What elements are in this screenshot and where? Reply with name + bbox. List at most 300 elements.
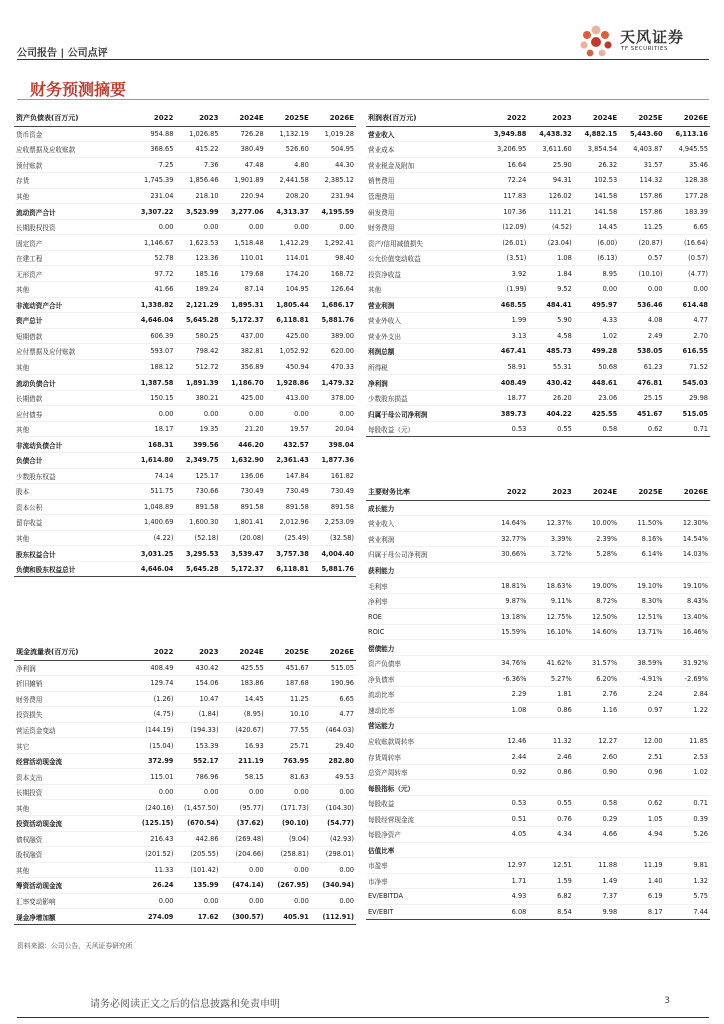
cell-value: 408.49 xyxy=(130,660,175,676)
cell-value: 14.45 xyxy=(574,219,619,235)
table-row xyxy=(14,406,356,422)
table-row xyxy=(366,297,710,313)
year-header: 2024E xyxy=(221,110,266,126)
cell-value: 14.54% xyxy=(665,531,710,547)
cell-value: 6.08 xyxy=(483,904,528,920)
cell-value xyxy=(574,718,619,734)
cell-value: 12.51% xyxy=(619,609,664,625)
cell-value: 141.58 xyxy=(574,204,619,220)
cell-value: 1,856.46 xyxy=(175,173,220,189)
table-row xyxy=(14,173,356,189)
row-label: 归属于母公司净利润 xyxy=(366,406,483,422)
cell-value: (10.10) xyxy=(619,266,664,282)
cell-value: 3.13 xyxy=(483,328,528,344)
cell-value xyxy=(483,780,528,796)
cell-value: 81.63 xyxy=(266,769,311,785)
table-row xyxy=(14,769,356,785)
cell-value: 437.00 xyxy=(221,328,266,344)
table-row xyxy=(14,515,356,531)
cell-value: 211.19 xyxy=(221,753,266,769)
cell-value: 0.00 xyxy=(175,893,220,909)
table-header-row xyxy=(366,110,710,126)
cell-value: 450.94 xyxy=(266,359,311,375)
row-label: 资本公积 xyxy=(14,499,130,515)
cell-value: 135.99 xyxy=(175,878,220,894)
table-title: 主要财务比率 xyxy=(366,484,483,500)
cell-value: 30.66% xyxy=(483,547,528,563)
cell-value: 231.04 xyxy=(130,188,175,204)
cell-value: 0.76 xyxy=(528,811,573,827)
cell-value: 504.95 xyxy=(311,142,356,158)
cell-value: 0.86 xyxy=(528,702,573,718)
cell-value: 23.06 xyxy=(574,390,619,406)
row-label: 投资活动现金流 xyxy=(14,815,130,831)
cell-value: 1,877.36 xyxy=(311,452,356,468)
cell-value: (25.49) xyxy=(266,530,311,546)
table-row xyxy=(14,328,356,344)
cell-value: 189.24 xyxy=(175,281,220,297)
cell-value: 14.64% xyxy=(483,516,528,532)
cell-value: 0.58 xyxy=(574,421,619,437)
table-row xyxy=(366,157,710,173)
cell-value: 16.64 xyxy=(483,157,528,173)
cell-value: 2,012.96 xyxy=(266,515,311,531)
table-row xyxy=(14,815,356,831)
cell-value: 0.00 xyxy=(311,784,356,800)
table-row xyxy=(366,687,710,703)
cell-value: 0.00 xyxy=(311,406,356,422)
cell-value: 2.39% xyxy=(574,531,619,547)
cell-value: 2.84 xyxy=(665,687,710,703)
cell-value: 891.58 xyxy=(266,499,311,515)
cell-value: (54.77) xyxy=(311,815,356,831)
cell-value: 61.23 xyxy=(619,359,664,375)
cell-value: 1,632.90 xyxy=(221,452,266,468)
cell-value xyxy=(574,500,619,516)
cell-value: 356.89 xyxy=(221,359,266,375)
row-label: 公允价值变动收益 xyxy=(366,250,483,266)
cell-value: 1,801.41 xyxy=(221,515,266,531)
cell-value: 3,206.95 xyxy=(483,142,528,158)
cell-value: 9.87% xyxy=(483,593,528,609)
row-label: 净利率 xyxy=(366,593,483,609)
cell-value: (194.33) xyxy=(175,722,220,738)
table-row xyxy=(14,468,356,484)
table-row xyxy=(14,499,356,515)
cell-value: 425.00 xyxy=(221,390,266,406)
cell-value xyxy=(665,842,710,858)
cell-value: 0.58 xyxy=(574,795,619,811)
cell-value: 102.53 xyxy=(574,173,619,189)
cell-value: 0.57 xyxy=(619,250,664,266)
cell-value: 49.53 xyxy=(311,769,356,785)
table-row xyxy=(366,250,710,266)
row-label: 成长能力 xyxy=(366,500,483,516)
row-label: 每股收益 xyxy=(366,795,483,811)
row-label: 债权融资 xyxy=(14,831,130,847)
cell-value: 552.17 xyxy=(175,753,220,769)
cell-value xyxy=(528,780,573,796)
cell-value: 0.00 xyxy=(130,219,175,235)
row-label: 其他 xyxy=(366,281,483,297)
cell-value: 1.99 xyxy=(483,313,528,329)
cell-value: 4.80 xyxy=(266,157,311,173)
cell-value: 25.15 xyxy=(619,390,664,406)
cell-value: 368.65 xyxy=(130,142,175,158)
cell-value: 0.39 xyxy=(665,811,710,827)
cell-value: 9.98 xyxy=(574,904,619,920)
row-label: 偿债能力 xyxy=(366,640,483,656)
cell-value: 11.19 xyxy=(619,858,664,874)
row-label: 营业利润 xyxy=(366,297,483,313)
cell-value: 1,146.67 xyxy=(130,235,175,251)
row-label: 长期借款 xyxy=(14,390,130,406)
cell-value: 8.43% xyxy=(665,593,710,609)
row-label: 市净率 xyxy=(366,873,483,889)
cell-value: 10.00% xyxy=(574,516,619,532)
row-label: 其他 xyxy=(14,359,130,375)
row-label: 投资损失 xyxy=(14,707,130,723)
cell-value: 0.53 xyxy=(483,421,528,437)
year-header: 2023 xyxy=(528,484,573,500)
year-header: 2026E xyxy=(665,110,710,126)
row-label: 获利能力 xyxy=(366,562,483,578)
cell-value: 58.91 xyxy=(483,359,528,375)
cell-value: 4,195.59 xyxy=(311,204,356,220)
cell-value: (269.48) xyxy=(221,831,266,847)
row-label: 营业收入 xyxy=(366,516,483,532)
cell-value: 12.50% xyxy=(574,609,619,625)
disclaimer: 请务必阅读正文之后的信息披露和免责申明 xyxy=(90,999,280,1010)
company-logo xyxy=(566,22,706,62)
cell-value: 6.65 xyxy=(311,691,356,707)
cell-value: 11.33 xyxy=(130,862,175,878)
cell-value: 0.55 xyxy=(528,421,573,437)
table-row xyxy=(14,297,356,313)
cell-value: 8.95 xyxy=(574,266,619,282)
row-label: 其他 xyxy=(14,421,130,437)
cell-value: (1.99) xyxy=(483,281,528,297)
cell-value: 125.17 xyxy=(175,468,220,484)
cell-value: 150.15 xyxy=(130,390,175,406)
cell-value: 10.47 xyxy=(175,691,220,707)
cell-value: 5,443.60 xyxy=(619,126,664,142)
year-header: 2026E xyxy=(665,484,710,500)
cell-value: 161.82 xyxy=(311,468,356,484)
year-header: 2026E xyxy=(311,110,356,126)
cell-value: 798.42 xyxy=(175,344,220,360)
table-row xyxy=(14,359,356,375)
table-row xyxy=(366,733,710,749)
cell-value: (104.30) xyxy=(311,800,356,816)
row-label: 资产负债率 xyxy=(366,655,483,671)
cell-value: 4.33 xyxy=(574,313,619,329)
cell-value: 891.58 xyxy=(221,499,266,515)
cell-value: 129.74 xyxy=(130,676,175,692)
row-label: 股权融资 xyxy=(14,847,130,863)
row-label: 应付债券 xyxy=(14,406,130,422)
table-row xyxy=(14,831,356,847)
table-row xyxy=(14,219,356,235)
cell-value: 117.83 xyxy=(483,188,528,204)
row-label: 资产/信用减值损失 xyxy=(366,235,483,251)
table-row xyxy=(366,142,710,158)
cell-value: 115.01 xyxy=(130,769,175,785)
cell-value: 2,349.75 xyxy=(175,452,220,468)
row-label: 市盈率 xyxy=(366,858,483,874)
cell-value: 4.77 xyxy=(311,707,356,723)
cell-value: 1.81 xyxy=(528,687,573,703)
row-label: 每股收益（元） xyxy=(366,421,483,437)
row-label: 净负债率 xyxy=(366,671,483,687)
cell-value: 0.00 xyxy=(175,784,220,800)
cell-value: 0.90 xyxy=(574,764,619,780)
cell-value: 3,949.88 xyxy=(483,126,528,142)
cell-value: 29.40 xyxy=(311,738,356,754)
table-row xyxy=(14,909,356,925)
table-row xyxy=(366,578,710,594)
cell-value: (4.77) xyxy=(665,266,710,282)
cell-value xyxy=(665,780,710,796)
cell-value: (4.22) xyxy=(130,530,175,546)
cell-value: 4,646.04 xyxy=(130,561,175,577)
table-row xyxy=(366,173,710,189)
table-row xyxy=(14,204,356,220)
cell-value: 1.84 xyxy=(528,266,573,282)
year-header: 2024E xyxy=(574,484,619,500)
cell-value: (9.04) xyxy=(266,831,311,847)
cell-value: 14.60% xyxy=(574,624,619,640)
table-row xyxy=(366,826,710,842)
cell-value: 432.57 xyxy=(266,437,311,453)
table-row xyxy=(366,516,710,532)
row-label: 资本支出 xyxy=(14,769,130,785)
table-row xyxy=(366,204,710,220)
cell-value: 12.97 xyxy=(483,858,528,874)
footer-rule xyxy=(17,1017,709,1018)
cell-value: 14.45 xyxy=(221,691,266,707)
cell-value: (16.64) xyxy=(665,235,710,251)
cell-value: (300.57) xyxy=(221,909,266,925)
cell-value: 430.42 xyxy=(175,660,220,676)
cell-value: 515.05 xyxy=(665,406,710,422)
cell-value: 1.22 xyxy=(665,702,710,718)
cell-value: 3,854.54 xyxy=(574,142,619,158)
cell-value xyxy=(665,500,710,516)
row-label: ROIC xyxy=(366,624,483,640)
cell-value: 425.00 xyxy=(266,328,311,344)
cell-value: 32.77% xyxy=(483,531,528,547)
cell-value: 177.28 xyxy=(665,188,710,204)
row-label: EV/EBITDA xyxy=(366,889,483,905)
row-label: 所得税 xyxy=(366,359,483,375)
cell-value: 4.05 xyxy=(483,826,528,842)
cell-value: 1,891.39 xyxy=(175,375,220,391)
cell-value: 0.00 xyxy=(266,862,311,878)
cell-value: 0.00 xyxy=(266,219,311,235)
cell-value: (1.26) xyxy=(130,691,175,707)
row-label: 流动负债合计 xyxy=(14,375,130,391)
table-row xyxy=(366,655,710,671)
cell-value: 413.00 xyxy=(266,390,311,406)
cell-value: 147.84 xyxy=(266,468,311,484)
cell-value: 13.40% xyxy=(665,609,710,625)
cell-value: 41.62% xyxy=(528,655,573,671)
cell-value: 0.00 xyxy=(266,784,311,800)
cell-value: 12.30% xyxy=(665,516,710,532)
cell-value: 6.14% xyxy=(619,547,664,563)
row-label: 其他 xyxy=(14,530,130,546)
cell-value: 18.63% xyxy=(528,578,573,594)
cell-value: 25.90 xyxy=(528,157,573,173)
row-label: 研发费用 xyxy=(366,204,483,220)
year-header: 2022 xyxy=(130,644,175,660)
table-row xyxy=(366,842,710,858)
table-row xyxy=(366,764,710,780)
cell-value: 0.00 xyxy=(311,219,356,235)
table-row xyxy=(366,811,710,827)
cell-value: 190.96 xyxy=(311,676,356,692)
cell-value: 1.08 xyxy=(528,250,573,266)
cell-value: 35.46 xyxy=(665,157,710,173)
cell-value: 11.32 xyxy=(528,733,573,749)
table-row xyxy=(366,266,710,282)
cell-value: 11.85 xyxy=(665,733,710,749)
cell-value: (4.52) xyxy=(528,219,573,235)
table-row xyxy=(14,421,356,437)
cell-value: 110.01 xyxy=(221,250,266,266)
cell-value: 468.55 xyxy=(483,297,528,313)
row-label: 存货周转率 xyxy=(366,749,483,765)
cell-value: 9.11% xyxy=(528,593,573,609)
cell-value: (1.84) xyxy=(175,707,220,723)
cell-value: 16.93 xyxy=(221,738,266,754)
cell-value xyxy=(528,842,573,858)
cell-value: 183.39 xyxy=(665,204,710,220)
logo-chinese-name: 天风证券 xyxy=(620,28,685,46)
cell-value: 15.59% xyxy=(483,624,528,640)
row-label: 管理费用 xyxy=(366,188,483,204)
row-label: 利润总额 xyxy=(366,344,483,360)
cell-value: (37.62) xyxy=(221,815,266,831)
row-label: 非流动资产合计 xyxy=(14,297,130,313)
cell-value: -6.36% xyxy=(483,671,528,687)
cell-value: 3,757.38 xyxy=(266,546,311,562)
row-label: 筹资活动现金流 xyxy=(14,878,130,894)
row-label: 其他 xyxy=(14,862,130,878)
cell-value: (204.66) xyxy=(221,847,266,863)
cell-value: (258.81) xyxy=(266,847,311,863)
row-label: 经营活动现金流 xyxy=(14,753,130,769)
cell-value: 50.68 xyxy=(574,359,619,375)
table-row xyxy=(14,691,356,707)
cell-value: 18.81% xyxy=(483,578,528,594)
table-row xyxy=(366,531,710,547)
cell-value: 157.86 xyxy=(619,188,664,204)
cell-value: 5.27% xyxy=(528,671,573,687)
cell-value: (420.67) xyxy=(221,722,266,738)
cell-value: 0.97 xyxy=(619,702,664,718)
row-label: 无形资产 xyxy=(14,266,130,282)
table-row xyxy=(366,873,710,889)
table-row xyxy=(366,406,710,422)
cell-value: 2.46 xyxy=(528,749,573,765)
cell-value: 1,895.31 xyxy=(221,297,266,313)
cell-value: 0.00 xyxy=(130,406,175,422)
cell-value: 0.53 xyxy=(483,795,528,811)
cell-value: 5.75 xyxy=(665,889,710,905)
cell-value: 8.16% xyxy=(619,531,664,547)
cell-value: 18.77 xyxy=(483,390,528,406)
cell-value xyxy=(665,718,710,734)
cell-value: 4,403.87 xyxy=(619,142,664,158)
cell-value: 8.54 xyxy=(528,904,573,920)
cell-value: 128.38 xyxy=(665,173,710,189)
row-label: 留存收益 xyxy=(14,515,130,531)
row-label: 长期投资 xyxy=(14,784,130,800)
row-label: 现金净增加额 xyxy=(14,909,130,925)
cell-value: (298.01) xyxy=(311,847,356,863)
cell-value: 34.76% xyxy=(483,655,528,671)
table-row xyxy=(366,547,710,563)
cell-value: 730.49 xyxy=(266,484,311,500)
row-label: 应收账款周转率 xyxy=(366,733,483,749)
cell-value: 2.76 xyxy=(574,687,619,703)
cell-value xyxy=(574,640,619,656)
cell-value: 185.16 xyxy=(175,266,220,282)
row-label: 股东权益合计 xyxy=(14,546,130,562)
row-label: 短期借款 xyxy=(14,328,130,344)
cell-value: 31.57% xyxy=(574,655,619,671)
cell-value: 157.86 xyxy=(619,204,664,220)
cell-value: 11.25 xyxy=(619,219,664,235)
cell-value: 6,118.81 xyxy=(266,561,311,577)
cell-value: 1,019.28 xyxy=(311,126,356,142)
cell-value: 1.02 xyxy=(665,764,710,780)
cell-value: 3,307.22 xyxy=(130,204,175,220)
cell-value: 1,614.80 xyxy=(130,452,175,468)
cell-value: 9.81 xyxy=(665,858,710,874)
row-label: 净利润 xyxy=(366,375,483,391)
table-row xyxy=(14,893,356,909)
table-row xyxy=(14,157,356,173)
cell-value: 12.46 xyxy=(483,733,528,749)
cell-value: (340.94) xyxy=(311,878,356,894)
row-label: 每股净资产 xyxy=(366,826,483,842)
table-row xyxy=(366,718,710,734)
cell-value: 786.96 xyxy=(175,769,220,785)
cell-value: 442.86 xyxy=(175,831,220,847)
table-row xyxy=(14,878,356,894)
cell-value: 5,881.76 xyxy=(311,313,356,329)
row-label: 投资净收益 xyxy=(366,266,483,282)
cell-value: 274.09 xyxy=(130,909,175,925)
cell-value: 538.05 xyxy=(619,344,664,360)
cell-value: 97.72 xyxy=(130,266,175,282)
cell-value: 19.10% xyxy=(619,578,664,594)
cell-value: 1.40 xyxy=(619,873,664,889)
cell-value: 4.93 xyxy=(483,889,528,905)
cell-value: 0.96 xyxy=(619,764,664,780)
cell-value: 123.36 xyxy=(175,250,220,266)
cell-value xyxy=(665,640,710,656)
row-label: 营业外支出 xyxy=(366,328,483,344)
cell-value: 41.66 xyxy=(130,281,175,297)
table-row xyxy=(366,624,710,640)
table-row xyxy=(14,250,356,266)
cell-value: 0.62 xyxy=(619,795,664,811)
row-label: 应收票据及应收账款 xyxy=(14,142,130,158)
